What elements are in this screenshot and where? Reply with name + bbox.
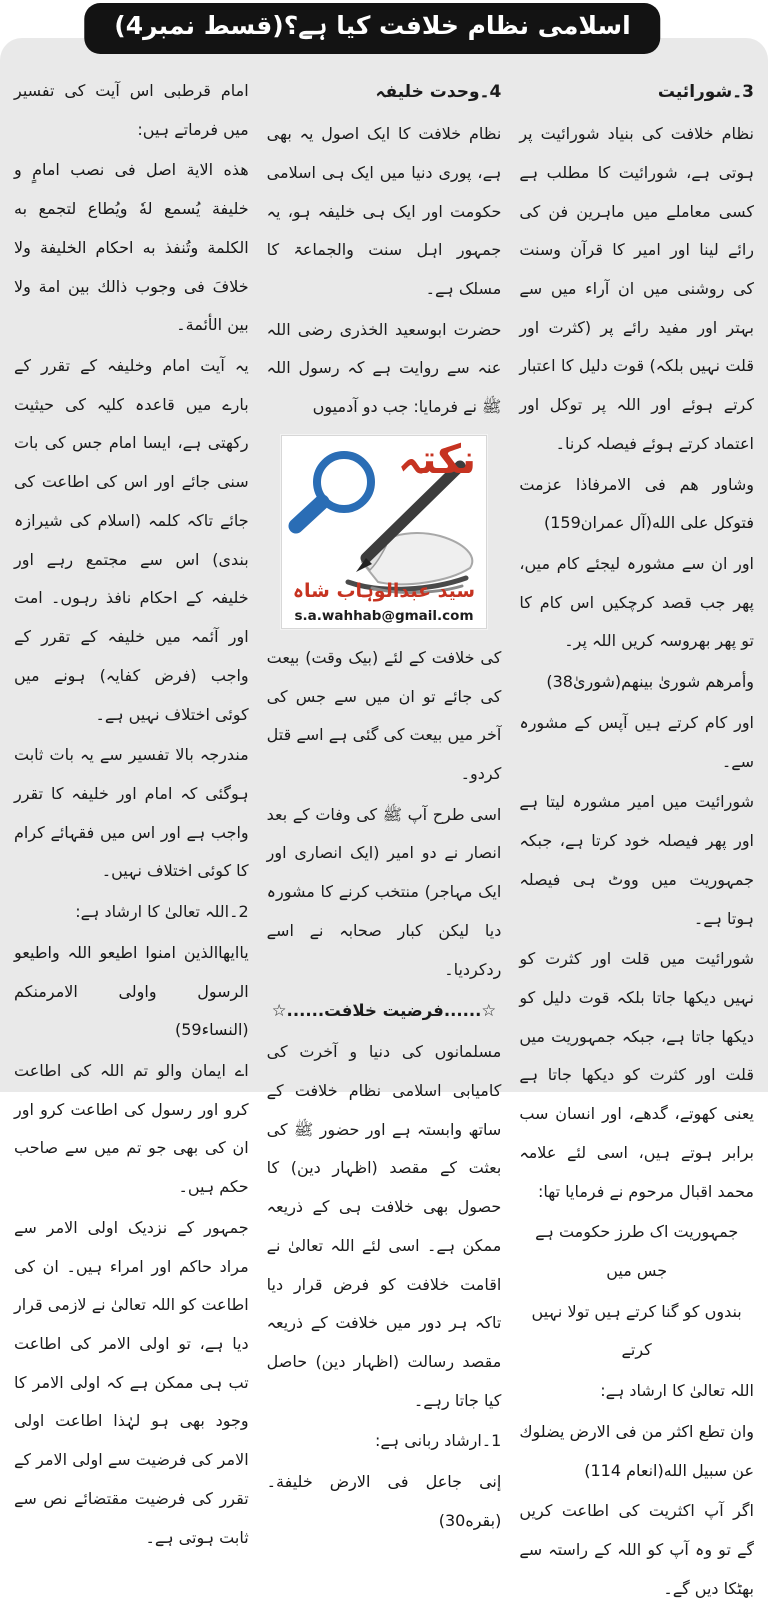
- arabic-quote: إنی جاعل فی الارض خلیفة۔(بقره30): [266, 1472, 502, 1530]
- section-heading: 3۔شورائیت: [657, 82, 754, 102]
- article-column-left: [13, 72, 249, 1547]
- logo-author: سید عبدالوہاب شاہ: [292, 579, 476, 602]
- paragraph: یہ آیت امام وخلیفہ کے تقرر کے بارے میں قاعدہ کلیہ کی حیثیت رکھتی ہے، ایسا امام جس کی بات سنی جائے اور اس کی اطاعت کی جائے تاکہ کلمہ (اسلام کی شیرازہ بندی) اس سے مجتمع رہے اور خلیفہ کے احکام نافذ رہوں۔ امت اور آئمہ میں خلیفہ کے تقرر کے واجب (فرض کفایہ) ہونے میں کوئی اختلاف نہیں ہے۔: [13, 356, 249, 724]
- paragraph: شورائیت میں امیر مشورہ لیتا ہے اور پھر فیصلہ خود کرتا ہے، جبکہ جمہوریت میں ووٹ ہی فیصلہ ہوتا ہے۔: [519, 792, 754, 928]
- arabic-quote: وأمرهم شورىٰ بينهم(شورىٰ38): [546, 672, 754, 692]
- paragraph: اسی طرح آپ ﷺ کی وفات کے بعد انصار نے دو امیر (ایک انصاری اور ایک مہاجر) منتخب کرنے کا مشورہ دیا لیکن کبار صحابہ نے اسے ردکردیا۔: [266, 804, 502, 979]
- paragraph: شورائیت میں قلت اور کثرت کو نہیں دیکھا جاتا بلکہ قوت دلیل کو دیکھا جاتا ہے، جبکہ جمہوریت میں قلت اور کثرت کو دیکھا جاتا ہے یعنی کھوتے، گدھے، اور انسان سب برابر ہوتے ہیں، اسی لئے علامہ محمد اقبال مرحوم نے فرمایا تھا:: [519, 949, 754, 1201]
- article-columns: [0, 72, 768, 1598]
- section-divider: ☆......فرضیت خلافت......☆: [271, 1001, 497, 1021]
- article-column-middle: [266, 72, 502, 1530]
- paragraph: امام قرطبی اس آیت کی تفسیر میں فرماتے ہیں:: [13, 81, 249, 139]
- arabic-quote: هذه الاية اصل فى نصب امامٍ و خليفة يُسمع لهٗ ويُطاع لتجمع به الكلمة وتُنفذ به احكام الخليفة ولا خلافَ فى وجوب ذالك بين امة ولا بين الأئمة۔: [13, 160, 249, 335]
- arabic-quote: یاایھاالذین امنوا اطیعو اللہ واطیعو الرسول واولی الامرمنکم (النساء59): [13, 942, 249, 1040]
- logo-email: s.a.wahhab@gmail.com: [294, 607, 474, 624]
- paragraph: کی خلافت کے لئے (بیک وقت) بیعت کی جائے تو ان میں سے جس کی آخر میں بیعت کی گئی ہے اسے قتل کردو۔: [266, 647, 502, 784]
- logo-box: [281, 435, 487, 629]
- logo-title: نکتہ: [397, 436, 476, 483]
- paragraph: 2۔اللہ تعالیٰ کا ارشاد ہے:: [75, 902, 249, 922]
- poetry-line: جمہوریت اک طرز حکومت ہے جس میں: [535, 1222, 739, 1280]
- magnifier-icon: [296, 455, 371, 526]
- paragraph: اگر آپ اکثریت کی اطاعت کریں گے تو وہ آپ کو اللہ کے راستہ سے بھٹکا دیں گے۔: [519, 1501, 754, 1598]
- section-heading: 4۔وحدت خلیفہ: [375, 82, 502, 102]
- paragraph: نظام خلافت کا ایک اصول یہ بھی ہے، پوری دنیا میں ایک ہی اسلامی حکومت اور ایک ہی خلیفہ ہو، یہ جمہور اہل سنت والجماعۃ کا مسلک ہے۔: [266, 124, 502, 298]
- paragraph: 1۔ارشاد ربانی ہے:: [375, 1431, 502, 1451]
- arabic-quote: وشاور هم فی الامرفاذا عزمت فتوکل علی الله(آل عمران159): [519, 474, 754, 533]
- paragraph: نظام خلافت کی بنیاد شورائیت پر ہوتی ہے، شورائیت کا مطلب ہے کسی معاملے میں ماہرین فن کی رائے لینا اور امیر کا قرآن وسنت کی روشنی میں ان آراء میں سے بہتر اور مفید رائے پر (کثرت اور قلت نہیں بلکہ) قوت دلیل کا اعتبار کرتے ہوئے اور اللہ پر توکل اور اعتماد کرتے ہوئے فیصلہ کرنا۔: [519, 124, 754, 453]
- article-column-right: [519, 72, 754, 1598]
- paragraph: حضرت ابوسعید الخذری رضی اللہ عنہ سے روایت ہے کہ رسول اللہ ﷺ نے فرمایا: جب دو آدمیوں: [266, 319, 502, 417]
- paragraph: اور کام کرتے ہیں آپس کے مشورہ سے۔: [519, 712, 754, 771]
- page-title: اسلامی نظام خلافت کیا ہے؟(قسط نمبر4): [84, 3, 660, 54]
- paragraph: اور ان سے مشورہ لیجئے کام میں، پھر جب قصد کرچکیں اس کام کا تو پھر بھروسہ کریں اللہ پر۔: [519, 554, 754, 651]
- paragraph: اللہ تعالیٰ کا ارشاد ہے:: [600, 1381, 754, 1401]
- paragraph: اے ایمان والو تم اللہ کی اطاعت کرو اور رسول کی اطاعت کرو اور ان کی بھی جو تم میں سے صاحب حکم ہیں۔: [13, 1060, 249, 1197]
- paragraph: مندرجہ بالا تفسیر سے یہ بات ثابت ہوگئی کہ امام اور خلیفہ کا تقرر واجب ہے اور اس میں فقہائے کرام کا کوئی اختلاف نہیں۔: [13, 745, 249, 881]
- poetry-line: بندوں کو گنا کرتے ہیں تولا نہیں کرتے: [531, 1301, 742, 1360]
- paragraph: مسلمانوں کی دنیا و آخرت کی کامیابی اسلامی نظام خلافت کے ساتھ وابستہ ہے اور حضور ﷺ کی بعثت کے مقصد (اظہار دین) کا حصول بھی خلافت ہی کے ذریعہ ممکن ہے۔ اسی لئے اللہ تعالیٰ نے اقامت خلافت کو فرض قرار دیا تاکہ ہر دور میں خلافت کے ذریعہ مقصد رسالت (اظہار دین) حاصل کیا جاتا رہے۔: [266, 1042, 502, 1410]
- paragraph: جمہور کے نزدیک اولی الامر سے مراد حاکم اور امراء ہیں۔ ان کی اطاعت کو اللہ تعالیٰ نے لازمی قرار دیا ہے، تو اولی الامر کی اطاعت تب ہی ممکن ہے کہ اولی الامر کا وجود بھی ہو لہٰذا اطاعت اولی الامر کی فرضیت سے اولی الامر کے تقرر کی فرضیت مقتضائے نص سے ثابت ہوتی ہے۔: [13, 1217, 249, 1547]
- arabic-quote: وان تطع اكثر من فى الارض يضلوك عن سبيل الله(انعام 114): [519, 1421, 754, 1480]
